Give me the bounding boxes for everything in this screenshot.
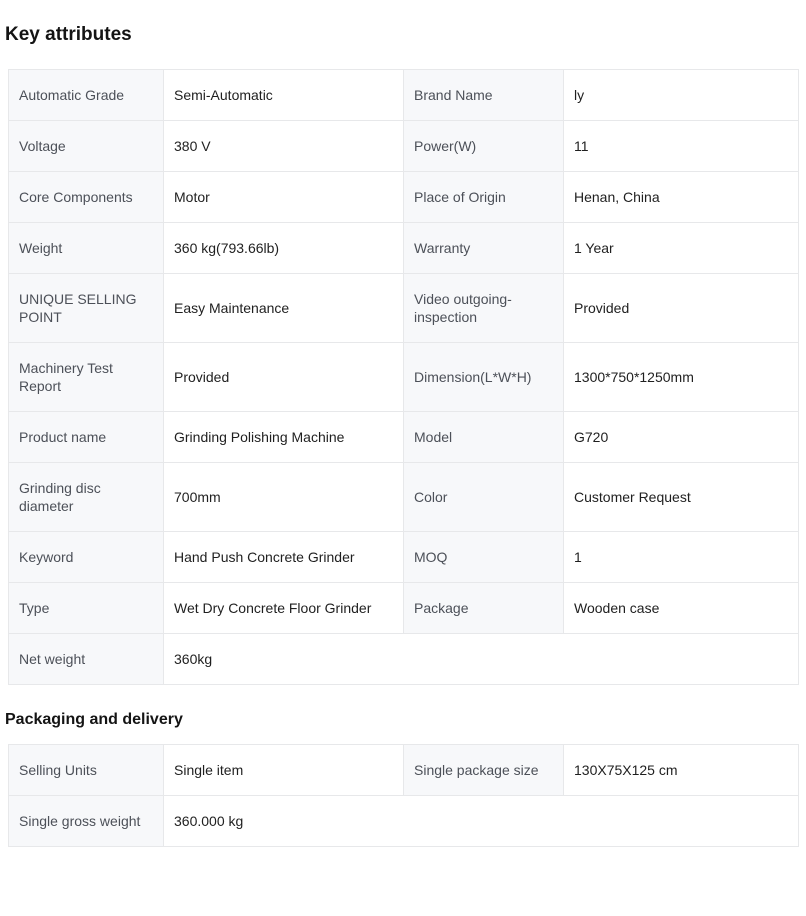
attr-value-cell: Grinding Polishing Machine: [164, 412, 404, 463]
attr-label-cell: Video outgoing-inspection: [404, 274, 564, 343]
attr-label-cell: Core Components: [9, 172, 164, 223]
attr-value-cell: G720: [564, 412, 799, 463]
packaging-delivery-title: Packaging and delivery: [5, 711, 183, 728]
attr-label-cell: Color: [404, 463, 564, 532]
key-attributes-table: [8, 69, 799, 685]
attr-value-cell: ly: [564, 70, 799, 121]
attr-value-cell: 360.000 kg: [164, 796, 799, 847]
attr-value-cell: Easy Maintenance: [164, 274, 404, 343]
attr-value-cell: 11: [564, 121, 799, 172]
attr-label-cell: Single package size: [404, 745, 564, 796]
attr-label-cell: Keyword: [9, 532, 164, 583]
attr-value-cell: Single item: [164, 745, 404, 796]
attr-label-cell: Product name: [9, 412, 164, 463]
packaging-delivery-table: [8, 744, 799, 847]
attr-label-cell: Voltage: [9, 121, 164, 172]
attr-value-cell: Customer Request: [564, 463, 799, 532]
attr-value-cell: 360 kg(793.66lb): [164, 223, 404, 274]
attr-value-cell: 1: [564, 532, 799, 583]
attr-value-cell: 1300*750*1250mm: [564, 343, 799, 412]
attr-label-cell: Net weight: [9, 634, 164, 685]
attr-label-cell: Brand Name: [404, 70, 564, 121]
table-row: [9, 583, 799, 634]
attr-value-cell: Wet Dry Concrete Floor Grinder: [164, 583, 404, 634]
attr-value-cell: 700mm: [164, 463, 404, 532]
attr-label-cell: Power(W): [404, 121, 564, 172]
attr-value-cell: 380 V: [164, 121, 404, 172]
attr-value-cell: 130X75X125 cm: [564, 745, 799, 796]
attr-value-cell: Provided: [164, 343, 404, 412]
table-row: [9, 634, 799, 685]
attr-label-cell: Selling Units: [9, 745, 164, 796]
attr-value-cell: Wooden case: [564, 583, 799, 634]
attr-label-cell: Weight: [9, 223, 164, 274]
attr-value-cell: 360kg: [164, 634, 799, 685]
table-row: [9, 412, 799, 463]
attr-label-cell: Dimension(L*W*H): [404, 343, 564, 412]
table-row: [9, 796, 799, 847]
attr-label-cell: Machinery Test Report: [9, 343, 164, 412]
key-attributes-title: Key attributes: [5, 24, 132, 45]
product-attributes-page: [0, 24, 806, 847]
attr-label-cell: MOQ: [404, 532, 564, 583]
attr-label-cell: Place of Origin: [404, 172, 564, 223]
attr-value-cell: Provided: [564, 274, 799, 343]
table-row: [9, 274, 799, 343]
attr-label-cell: Package: [404, 583, 564, 634]
attr-label-cell: Model: [404, 412, 564, 463]
attr-value-cell: Hand Push Concrete Grinder: [164, 532, 404, 583]
table-row: [9, 343, 799, 412]
attr-value-cell: Semi-Automatic: [164, 70, 404, 121]
attr-label-cell: Grinding disc diameter: [9, 463, 164, 532]
table-row: [9, 121, 799, 172]
attr-value-cell: Motor: [164, 172, 404, 223]
table-row: [9, 172, 799, 223]
attr-label-cell: Type: [9, 583, 164, 634]
attr-label-cell: UNIQUE SELLING POINT: [9, 274, 164, 343]
table-row: [9, 70, 799, 121]
table-row: [9, 463, 799, 532]
attr-value-cell: 1 Year: [564, 223, 799, 274]
table-row: [9, 223, 799, 274]
table-row: [9, 745, 799, 796]
attr-label-cell: Single gross weight: [9, 796, 164, 847]
attr-label-cell: Automatic Grade: [9, 70, 164, 121]
attr-label-cell: Warranty: [404, 223, 564, 274]
table-row: [9, 532, 799, 583]
attr-value-cell: Henan, China: [564, 172, 799, 223]
